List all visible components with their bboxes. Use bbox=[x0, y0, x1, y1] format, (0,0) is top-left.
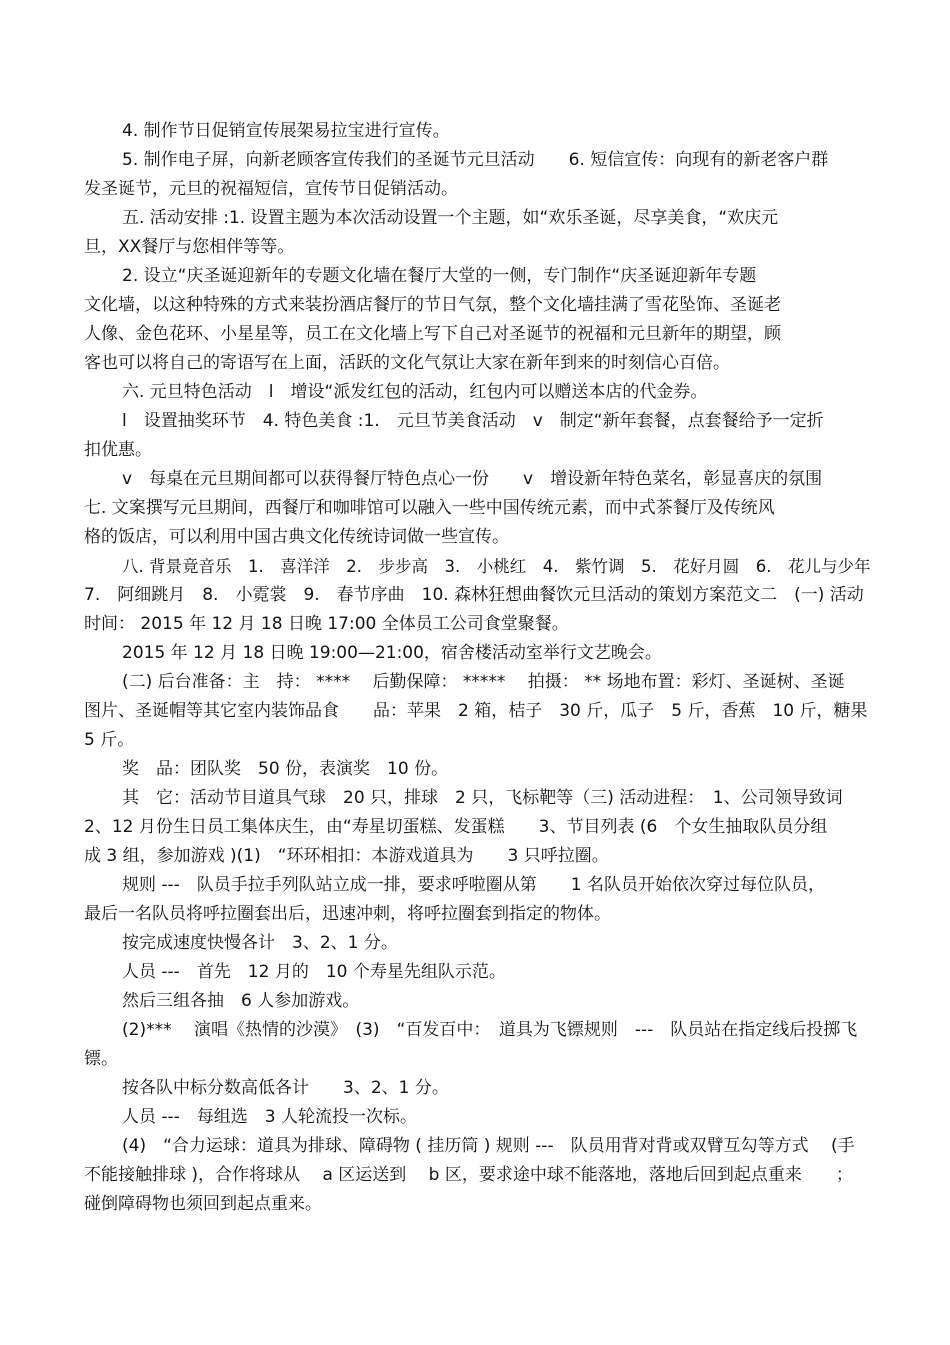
paragraph bbox=[84, 784, 874, 871]
paragraph bbox=[84, 465, 874, 552]
text-line: v 每桌在元旦期间都可以获得餐厅特色点心一份 v 增设新年特色菜名，彰显喜庆的氛围 bbox=[122, 469, 823, 489]
text-line: 5 斤。 bbox=[84, 730, 135, 750]
text-line: 最后一名队员将呼拉圈套出后，迅速冲刺，将呼拉圈套到指定的物体。 bbox=[84, 904, 611, 924]
text-line: 八. 背景竟音乐 1. 喜洋洋 2. 步步高 3. 小桃红 4. 紫竹调 5. 花好月圆 6. 花儿与少年 bbox=[122, 557, 871, 576]
text-line: 2015 年 12 月 18 日晚 19:00—21:00，宿舍楼活动室举行文艺晚会。 bbox=[122, 643, 662, 663]
text-line: 客也可以将自己的寄语写在上面，活跃的文化气氛让大家在新年到来的时刻信心百倍。 bbox=[84, 353, 730, 373]
paragraph bbox=[84, 668, 874, 755]
text-line: 碰倒障碍物也须回到起点重来。 bbox=[84, 1194, 322, 1214]
text-line: 格的饭店，可以利用中国古典文化传统诗词做一些宣传。 bbox=[84, 527, 509, 547]
text-line: 镖。 bbox=[84, 1049, 118, 1069]
text-line: 5. 制作电子屏，向新老顾客宣传我们的圣诞节元旦活动 6. 短信宣传：向现有的新老客户群 bbox=[122, 150, 829, 170]
paragraph bbox=[84, 987, 874, 1016]
paragraph bbox=[84, 1132, 874, 1219]
text-line: 图片、圣诞帽等其它室内装饰品食 品：苹果 2 箱，桔子 30 斤，瓜子 5 斤，香蕉 10 斤，糖果 bbox=[84, 701, 868, 721]
text-line: 按完成速度快慢各计 3、2、1 分。 bbox=[122, 933, 398, 953]
text-line: 文化墙，以这种特殊的方式来装扮酒店餐厅的节日气氛，整个文化墙挂满了雪花坠饰、圣诞老 bbox=[84, 295, 781, 315]
paragraph bbox=[84, 117, 874, 146]
paragraph bbox=[84, 407, 874, 465]
paragraph bbox=[84, 262, 874, 378]
text-line: 旦，XX餐厅与您相伴等等。 bbox=[84, 237, 295, 257]
text-line: (4) “合力运球：道具为排球、障碍物 ( 挂历筒 ) 规则 --- 队员用背对背或双臂互勾等方式 (手 bbox=[122, 1136, 855, 1156]
paragraph bbox=[84, 958, 874, 987]
paragraph bbox=[84, 639, 874, 668]
text-line: 人员 --- 首先 12 月的 10 个寿星先组队示范。 bbox=[122, 962, 506, 982]
text-line: 人员 --- 每组选 3 人轮流投一次标。 bbox=[122, 1107, 418, 1127]
paragraph bbox=[84, 755, 874, 784]
paragraph bbox=[84, 378, 874, 407]
text-line: 六. 元旦特色活动 l 增设“派发红包的活动，红包内可以赠送本店的代金券。 bbox=[122, 382, 708, 402]
text-line: 7. 阿细跳月 8. 小霓裳 9. 春节序曲 10. 森林狂想曲餐饮元旦活动的策划方案范文二 (一) 活动 bbox=[84, 585, 864, 605]
paragraph bbox=[84, 929, 874, 958]
text-line: 2. 设立“庆圣诞迎新年的专题文化墙在餐厅大堂的一侧，专门制作“庆圣诞迎新年专题 bbox=[122, 266, 757, 286]
text-line: 人像、金色花环、小星星等，员工在文化墙上写下自己对圣诞节的祝福和元旦新年的期望，顾 bbox=[84, 324, 781, 344]
text-line: 其 它：活动节目道具气球 20 只，排球 2 只，飞标靶等（三) 活动进程： 1、公司领导致词 bbox=[122, 788, 843, 808]
text-line: 七. 文案撰写元旦期间，西餐厅和咖啡馆可以融入一些中国传统元素，而中式茶餐厅及传统风 bbox=[84, 498, 775, 518]
paragraph bbox=[84, 146, 874, 204]
text-line: l 设置抽奖环节 4. 特色美食 :1. 元旦节美食活动 v 制定“新年套餐，点套餐给予一定折 bbox=[122, 411, 824, 431]
text-line: 奖 品：团队奖 50 份，表演奖 10 份。 bbox=[122, 759, 449, 779]
text-line: 五. 活动安排 :1. 设置主题为本次活动设置一个主题，如“欢乐圣诞，尽享美食，“欢庆元 bbox=[122, 208, 779, 228]
text-line: 成 3 组，参加游戏 )(1) “环环相扣：本游戏道具为 3 只呼拉圈。 bbox=[84, 846, 609, 866]
paragraph bbox=[84, 1074, 874, 1103]
paragraph bbox=[84, 204, 874, 262]
text-line: 发圣诞节，元旦的祝福短信，宣传节日促销活动。 bbox=[84, 179, 458, 199]
text-line: (二) 后台准备：主 持： **** 后勤保障： ***** 拍摄： ** 场地布置：彩灯、圣诞树、圣诞 bbox=[122, 672, 845, 692]
paragraph bbox=[84, 1016, 874, 1074]
text-line: (2)*** 演唱《热情的沙漠》 (3) “百发百中： 道具为飞镖规则 --- 队员站在指定线后投掷飞 bbox=[122, 1020, 858, 1040]
text-line: 扣优惠。 bbox=[84, 440, 152, 460]
text-line: 4. 制作节日促销宣传展架易拉宝进行宣传。 bbox=[122, 121, 450, 141]
text-line: 按各队中标分数高低各计 3、2、1 分。 bbox=[122, 1078, 449, 1098]
text-line: 2、12 月份生日员工集体庆生，由“寿星切蛋糕、发蛋糕 3、节目列表 (6 个女生抽取队员分组 bbox=[84, 817, 828, 837]
text-line: 时间： 2015 年 12 月 18 日晚 17:00 全体员工公司食堂聚餐。 bbox=[84, 614, 569, 634]
text-line: 然后三组各抽 6 人参加游戏。 bbox=[122, 991, 360, 1011]
paragraph bbox=[84, 871, 874, 929]
text-line: 规则 --- 队员手拉手列队站立成一排，要求呼啦圈从第 1 名队员开始依次穿过每位队员， bbox=[122, 875, 826, 895]
paragraph bbox=[84, 552, 874, 639]
paragraph bbox=[84, 1103, 874, 1132]
text-line: 不能接触排球 )，合作将球从 a 区运送到 b 区，要求途中球不能落地，落地后回到起点重来 ； bbox=[84, 1165, 853, 1185]
